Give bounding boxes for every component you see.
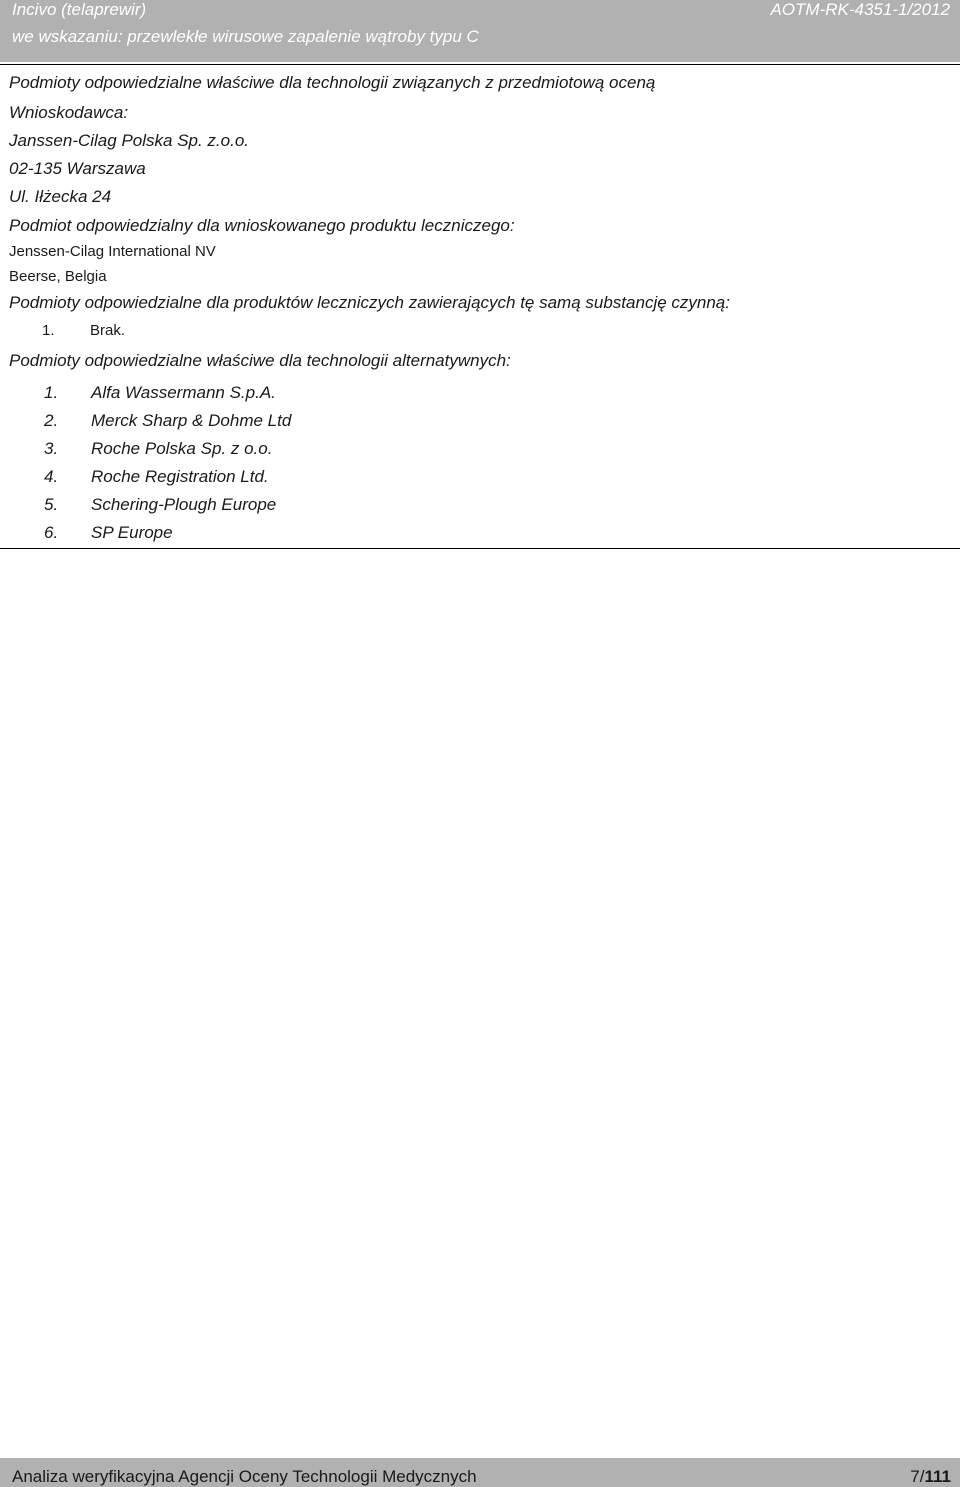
applicant-label: Wnioskodawca:	[9, 103, 129, 122]
list-item-number: 2.	[44, 411, 59, 430]
responsible-name: Jenssen-Cilag International NV	[9, 243, 216, 260]
list-item-number: 4.	[44, 467, 59, 486]
responsible-city: Beerse, Belgia	[9, 268, 107, 285]
list-item-number: 3.	[44, 439, 59, 458]
list-item: SP Europe	[91, 523, 173, 542]
list-item-number: 1.	[44, 383, 59, 402]
page-header	[0, 0, 960, 62]
list-item-number: 5.	[44, 495, 59, 514]
page-number	[910, 1467, 951, 1487]
page-total: 111	[924, 1467, 951, 1486]
page-separator: /	[919, 1467, 925, 1486]
applicant-city: 02-135 Warszawa	[9, 159, 146, 178]
header-doc-id: AOTM-RK-4351-1/2012	[770, 0, 950, 19]
list-item: Alfa Wassermann S.p.A.	[91, 383, 276, 402]
list-item: Brak.	[90, 322, 126, 339]
list-item: Schering-Plough Europe	[91, 495, 277, 514]
applicant-name: Janssen-Cilag Polska Sp. z.o.o.	[9, 131, 250, 150]
list-item: Merck Sharp & Dohme Ltd	[91, 411, 292, 430]
header-product: Incivo (telaprewir)	[12, 0, 147, 19]
list-item: Roche Polska Sp. z o.o.	[91, 439, 273, 458]
applicant-street: Ul. Iłżecka 24	[9, 187, 112, 206]
responsible-label: Podmiot odpowiedzialny dla wnioskowanego produktu leczniczego:	[9, 216, 515, 235]
list-item-number: 1.	[42, 322, 55, 339]
list-item: Roche Registration Ltd.	[91, 467, 269, 486]
list-item-number: 6.	[44, 523, 59, 542]
section-title: Podmioty odpowiedzialne właściwe dla technologii związanych z przedmiotową oceną	[9, 73, 656, 92]
header-indication: we wskazaniu: przewlekłe wirusowe zapalenie wątroby typu C	[12, 27, 479, 46]
page-current: 7	[910, 1467, 920, 1486]
footer-agency: Analiza weryfikacyjna Agencji Oceny Technologii Medycznych	[12, 1467, 477, 1486]
alt-label: Podmioty odpowiedzialne właściwe dla technologii alternatywnych:	[9, 351, 511, 370]
page-footer	[0, 1458, 960, 1487]
bottom-divider	[0, 548, 960, 549]
top-divider	[0, 64, 960, 65]
same-substance-label: Podmioty odpowiedzialne dla produktów leczniczych zawierających tę samą substancję czynną:	[9, 293, 730, 312]
